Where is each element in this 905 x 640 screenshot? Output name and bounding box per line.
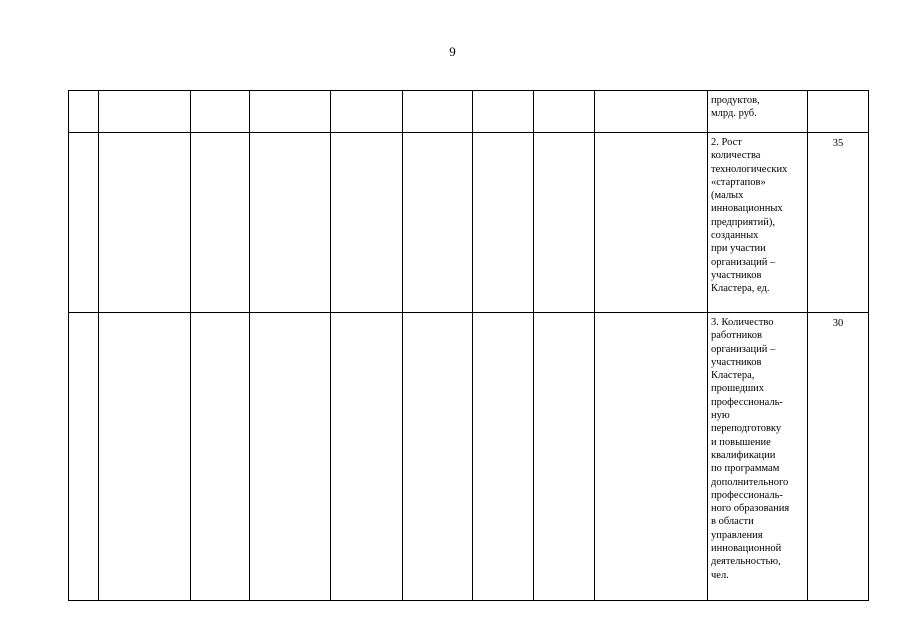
indicator-cell: 2. Рост количества технологических «стартапов» (малых инновационных предприятий), созданных при участии организаций – участников Кластера, ед. <box>708 133 808 313</box>
table-cell <box>331 133 403 313</box>
table-cell <box>69 133 99 313</box>
table-row <box>69 313 869 601</box>
table-cell <box>473 91 534 133</box>
value-cell: 35 <box>808 133 869 313</box>
table-cell <box>331 313 403 601</box>
page-number: 9 <box>449 44 456 59</box>
table-cell <box>69 91 99 133</box>
continuation-table <box>68 90 869 601</box>
indicator-cell: продуктов, млрд. руб. <box>708 91 808 133</box>
table-cell <box>473 313 534 601</box>
table-cell <box>595 133 708 313</box>
table-cell <box>250 91 331 133</box>
table-cell <box>191 91 250 133</box>
table-cell <box>99 133 191 313</box>
table-row <box>69 133 869 313</box>
table-cell <box>403 91 473 133</box>
table-cell <box>191 313 250 601</box>
table-row <box>69 91 869 133</box>
table-cell <box>534 313 595 601</box>
value-cell <box>808 91 869 133</box>
table-cell <box>534 133 595 313</box>
table-cell <box>69 313 99 601</box>
indicator-cell: 3. Количество работников организаций – участников Кластера, прошедших профессиональ- ную переподготовку и повышение квалификации по программам дополнительного профессиональ- ного образования в области управления инновационной деятельностью, чел. <box>708 313 808 601</box>
table-cell <box>99 313 191 601</box>
table-cell <box>403 313 473 601</box>
table-cell <box>595 313 708 601</box>
table-cell <box>99 91 191 133</box>
table-cell <box>534 91 595 133</box>
table-cell <box>595 91 708 133</box>
table-cell <box>473 133 534 313</box>
value-cell: 30 <box>808 313 869 601</box>
table-cell <box>250 133 331 313</box>
table-cell <box>250 313 331 601</box>
table-cell <box>191 133 250 313</box>
table-cell <box>403 133 473 313</box>
table-cell <box>331 91 403 133</box>
